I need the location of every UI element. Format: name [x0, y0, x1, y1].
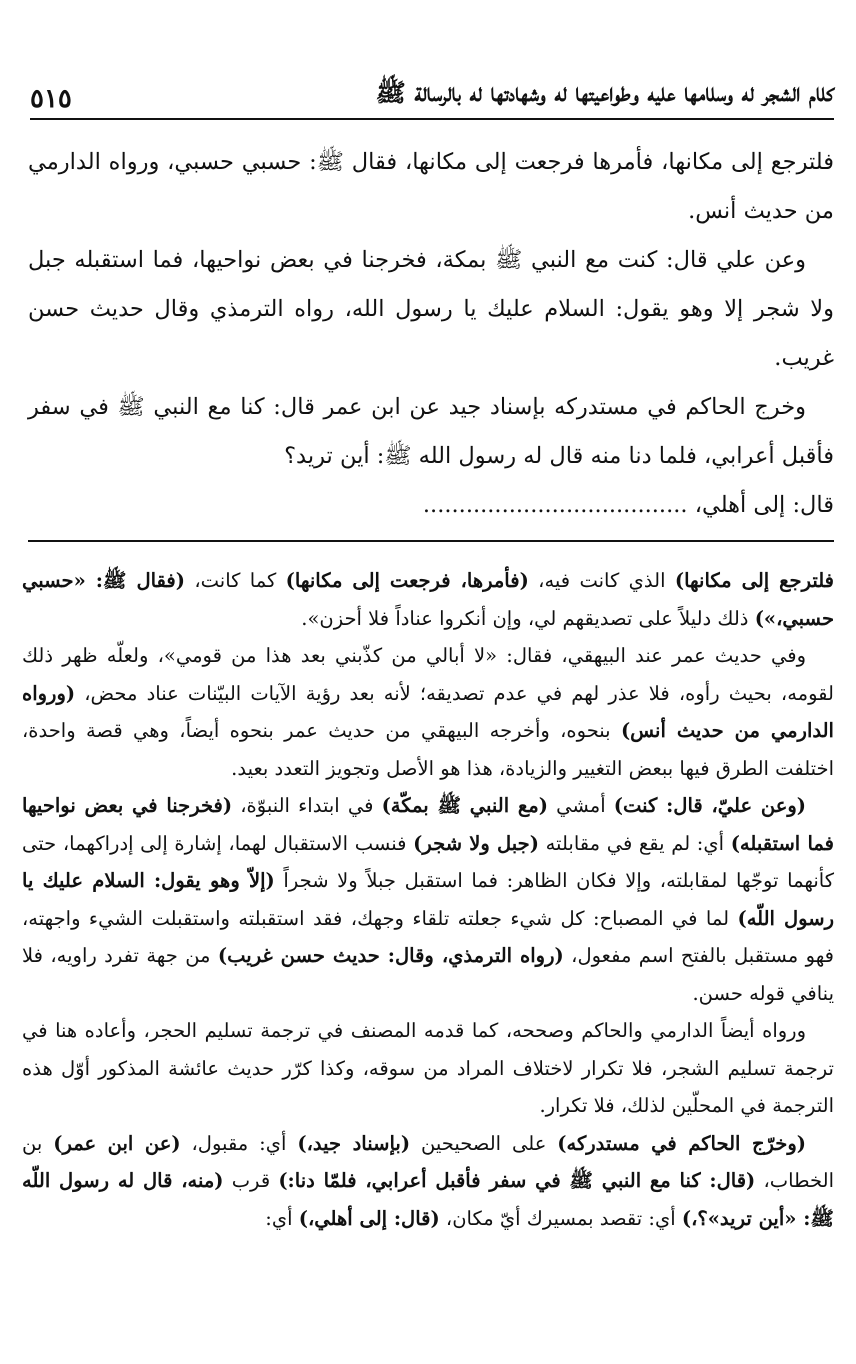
commentary-paragraph-4 — [22, 1012, 834, 1125]
text-segment: كما كانت، — [184, 569, 286, 592]
main-paragraph-1: فلترجع إلى مكانها، فأمرها فرجعت إلى مكانها، فقال ﷺ: حسبي حسبي، ورواه الدارمي من حديث أنس. — [28, 149, 834, 224]
commentary-paragraph-1 — [22, 562, 834, 637]
text-segment: على الصحيحين — [410, 1131, 558, 1155]
bold-quote-segment: (جبل ولا شجر) — [413, 831, 539, 855]
text-segment: ورواه أيضاً الدارمي والحاكم وصححه، كما قدمه المصنف في ترجمة تسليم الحجر، وأعاده هنا في ترجمة تسليم الشجر، فلا تكرار لاختلاف المراد من سوقه، وكذا كرّر حديث عائشة المذكور أوّل هذه الترجمة في المحلّين لذلك، فلا تكرار. — [22, 1019, 834, 1117]
main-paragraph-2: وعن علي قال: كنت مع النبي ﷺ بمكة، فخرجنا في بعض نواحيها، فما استقبله جبل ولا شجر إلا وهو يقول: السلام عليك يا رسول الله، رواه الترمذي وقال حديث حسن غريب. — [28, 247, 834, 371]
bold-quote-segment: (فقال ﷺ: «حسبي حسبي،») — [22, 569, 834, 630]
bold-quote-segment: (بإسناد جيد،) — [297, 1131, 411, 1155]
text-segment: الذي كانت فيه، — [528, 569, 675, 592]
text-segment: أي: مقبول، — [180, 1131, 298, 1155]
commentary-paragraph-3 — [22, 787, 834, 1012]
bold-quote-segment: (وخرّج الحاكم في مستدركه) — [557, 1131, 806, 1155]
bold-quote-segment: (مع النبي ﷺ بمكّة) — [381, 794, 548, 817]
text-segment: بنحوه، وأخرجه البيهقي من حديث عمر بنحوه أيضاً، وهي قصة واحدة، اختلفت الطرق فيها ببعض التغيير والزيادة، هذا هو الأصل وتجويز التعدد بعيد. — [22, 719, 834, 780]
bold-quote-segment: (فأمرها، فرجعت إلى مكانها) — [285, 569, 529, 592]
commentary-paragraph-5 — [22, 1125, 834, 1238]
bold-quote-segment: (فخرجنا في بعض نواحيها فما استقبله) — [22, 794, 834, 855]
ellipsis-dots: ..................................... — [422, 492, 688, 518]
main-text — [28, 138, 834, 530]
bold-quote-segment: (قال: إلى أهلي،) — [298, 1206, 440, 1230]
bold-quote-segment: (ورواه الدارمي من حديث أنس) — [22, 681, 834, 742]
footnote-divider — [28, 540, 834, 542]
text-segment: أمشي — [547, 794, 614, 817]
main-paragraph-4-text: قال: إلى أهلي، — [694, 492, 834, 518]
text-segment: ذلك دليلاً على تصديقهم لي، وإن أنكروا عناداً فلا أحزن». — [301, 606, 755, 630]
running-title: كلام الشجر له وسلامها عليه وطواعيتها له وشهادتها له بالرسالة ﷺ — [375, 78, 834, 107]
text-segment: وفي حديث عمر عند البيهقي، فقال: «لا أبالي من كذّبني بعد هذا من قومي»، ولعلّه ظهر ذلك لقومه، بحيث رأوه، فلا عذر لهم في عدم تصديقه؛ لأنه بعد رؤية الآيات البيّنات عناد محض، — [22, 644, 834, 705]
bold-quote-segment: (وعن عليّ، قال: كنت) — [613, 794, 806, 817]
text-segment: أي: تقصد بمسيرك أيّ مكان، — [439, 1206, 682, 1230]
text-segment: من جهة تفرد راويه، فلا ينافي قوله حسن. — [22, 944, 834, 1005]
commentary — [22, 562, 834, 1237]
bold-quote-segment: (إلاّ وهو يقول: السلام عليك يا رسول اللّه) — [22, 869, 834, 930]
main-paragraph-4 — [28, 481, 834, 530]
bold-quote-segment: (عن ابن عمر) — [53, 1131, 181, 1155]
text-segment: فنسب الاستقبال لهما، إشارة إلى إدراكهما، حتى كأنهما توجّها لمقابلته، وإلا فكان الظاهر: فما استقبل جبلاً ولا شجراً — [22, 831, 834, 892]
page-header — [30, 70, 834, 120]
text-segment: بن الخطاب، — [22, 1131, 835, 1192]
bold-quote-segment: (رواه الترمذي، وقال: حديث حسن غريب) — [217, 944, 564, 967]
bold-quote-segment: فلترجع إلى مكانها) — [674, 569, 834, 592]
bold-quote-segment: (قال: كنا مع النبي ﷺ في سفر فأقبل أعرابي، فلمّا دنا:) — [278, 1169, 756, 1192]
commentary-paragraph-2 — [22, 637, 834, 787]
text-segment: قرب — [223, 1169, 279, 1192]
text-segment: أي: لم يقع في مقابلته — [538, 831, 731, 855]
page-number: ٥١٥ — [30, 84, 72, 114]
text-segment: لما في المصباح: كل شيء جعلته تلقاء وجهك، فقد استقبلته واستقبلت الشيء واجهته، فهو مستقبل بالفتح اسم مفعول، — [22, 906, 834, 967]
main-paragraph-3: وخرج الحاكم في مستدركه بإسناد جيد عن ابن عمر قال: كنا مع النبي ﷺ في سفر فأقبل أعرابي، فلما دنا منه قال له رسول الله ﷺ: أين تريد؟ — [28, 394, 834, 469]
text-segment: في ابتداء النبوّة، — [232, 794, 382, 817]
text-segment: أي: — [265, 1206, 299, 1230]
bold-quote-segment: (منه، قال له رسول اللّه ﷺ: «أين تريد»؟،) — [22, 1169, 834, 1230]
